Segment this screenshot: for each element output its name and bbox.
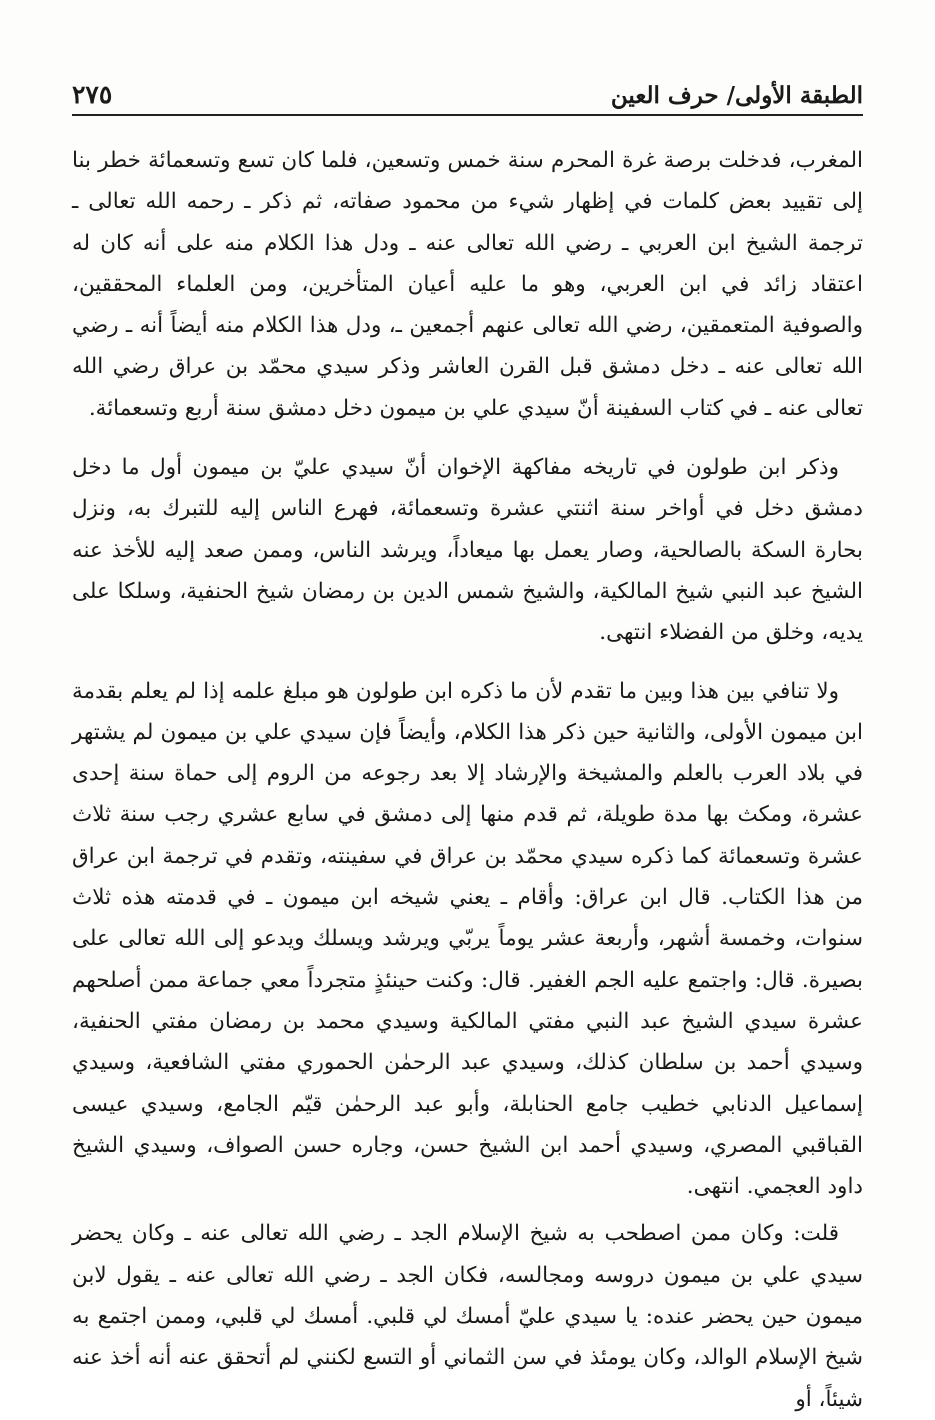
paragraph: قلت: وكان ممن اصطحب به شيخ الإسلام الجد ـ رضي الله تعالى عنه ـ وكان يحضر سيدي علي بن ميمون دروسه ومجالسه، فكان الجد ـ رضي الله تعالى عنه ـ يقول لابن ميمون حين يحضر عنده: يا سيدي عليّ أمسك لي قلبي. أمسك لي قلبي، وممن اجتمع به شيخ الإسلام الوالد، وكان يومئذ في سن الثماني أو التسع لكنني لم أتحقق عنه أنه أخذ عنه شيئاً، أو <box>72 1221 863 1412</box>
page-body <box>72 140 863 1420</box>
page-number: ٢٧٥ <box>72 80 113 109</box>
paragraph: المغرب، فدخلت برصة غرة المحرم سنة خمس وتسعين، فلما كان تسع وتسعمائة خطر بنا إلى تقييد بعض كلمات في إظهار شيء من محمود صفاته، ثم ذكر ـ رحمه الله تعالى ـ ترجمة الشيخ ابن العربي ـ رضي الله تعالى عنه ـ ودل هذا الكلام منه على أنه كان له اعتقاد زائد في ابن العربي، وهو ما عليه أعيان المتأخرين، ومن العلماء المحققين، والصوفية المتعمقين، رضي الله تعالى عنهم أجمعين ـ، ودل هذا الكلام منه أيضاً أنه ـ رضي الله تعالى عنه ـ دخل دمشق قبل القرن العاشر وذكر سيدي محمّد بن عراق رضي الله تعالى عنه ـ في كتاب السفينة أنّ سيدي علي بن ميمون دخل دمشق سنة أربع وتسعمائة. <box>72 148 863 421</box>
paragraph: ولا تنافي بين هذا وبين ما تقدم لأن ما ذكره ابن طولون هو مبلغ علمه إذا لم يعلم بقدمة ابن ميمون الأولى، والثانية حين ذكر هذا الكلام، وأيضاً فإن سيدي علي بن ميمون لم يشتهر في بلاد العرب بالعلم والمشيخة والإرشاد إلا بعد رجوعه من الروم إلى حماة سنة إحدى عشرة، ومكث بها مدة طويلة، ثم قدم منها إلى دمشق في سابع عشري رجب سنة ثلاث عشرة وتسعمائة كما ذكره سيدي محمّد بن عراق في سفينته، وتقدم في ترجمة ابن عراق من هذا الكتاب. قال ابن عراق: وأقام ـ يعني شيخه ابن ميمون ـ في قدمته هذه ثلاث سنوات، وخمسة أشهر، وأربعة عشر يوماً يربّي ويرشد ويسلك ويدعو إلى الله تعالى على بصيرة. قال: واجتمع عليه الجم الغفير. قال: وكنت حينئذٍ متجرداً معي جماعة ممن أصلحهم عشرة سيدي الشيخ عبد النبي مفتي المالكية وسيدي محمد بن رمضان مفتي الحنفية، وسيدي أحمد بن سلطان كذلك، وسيدي عبد الرحمٰن الحموري مفتي الشافعية، وسيدي إسماعيل الدنابي خطيب جامع الحنابلة، وأبو عبد الرحمٰن قيّم الجامع، وسيدي عيسى القباقبي المصري، وسيدي أحمد ابن الشيخ حسن، وجاره حسن الصواف، وسيدي الشيخ داود العجمي. انتهى. <box>72 678 863 1200</box>
running-title: الطبقة الأولى/ حرف العين <box>610 82 863 109</box>
header-rule <box>72 114 863 116</box>
page-header <box>72 76 863 112</box>
paragraph: وذكر ابن طولون في تاريخه مفاكهة الإخوان أنّ سيدي عليّ بن ميمون أول ما دخل دمشق دخل في أواخر سنة اثنتي عشرة وتسعمائة، فهرع الناس إليه للتبرك به، ونزل بحارة السكة بالصالحية، وصار يعمل بها ميعاداً، ويرشد الناس، وممن صعد إليه للأخذ عنه الشيخ عبد النبي شيخ المالكية، والشيخ شمس الدين بن رمضان شيخ الحنفية، وسلكا على يديه، وخلق من الفضلاء انتهى. <box>72 455 863 646</box>
